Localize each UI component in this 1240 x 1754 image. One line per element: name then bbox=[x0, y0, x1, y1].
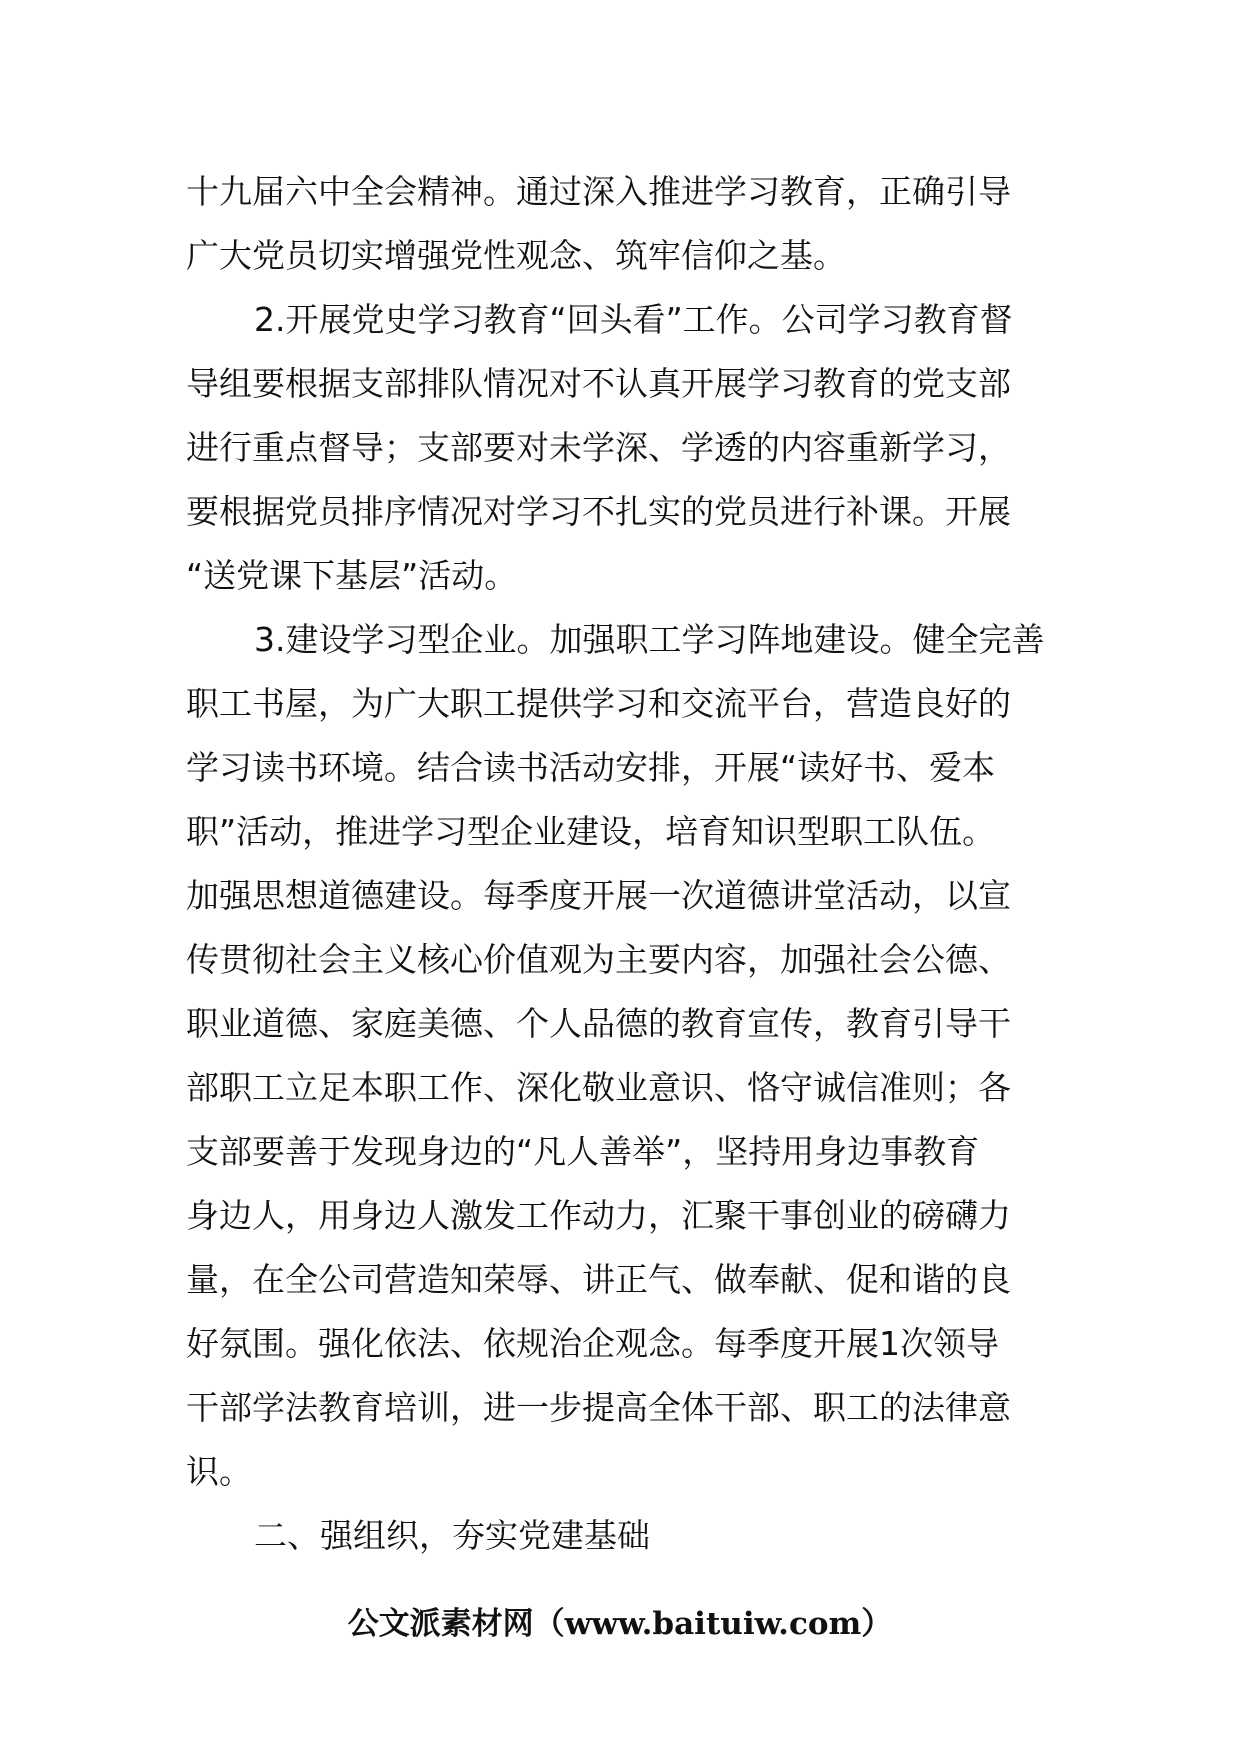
document-body bbox=[186, 160, 1066, 1568]
paragraph-line: 传贯彻社会主义核心价值观为主要内容，加强社会公德、 bbox=[186, 940, 1011, 979]
paragraph-line: 身边人，用身边人激发工作动力，汇聚干事创业的磅礴力 bbox=[186, 1196, 1011, 1235]
paragraph-line: 职工书屋，为广大职工提供学习和交流平台，营造良好的 bbox=[186, 684, 1011, 723]
paragraph-line: 干部学法教育培训，进一步提高全体干部、职工的法律意 bbox=[186, 1388, 1011, 1427]
paragraph-line: 广大党员切实增强党性观念、筑牢信仰之基。 bbox=[186, 236, 846, 275]
paragraph-line: 部职工立足本职工作、深化敬业意识、恪守诚信准则；各 bbox=[186, 1068, 1011, 1107]
paragraph-line: 量，在全公司营造知荣辱、讲正气、做奉献、促和谐的良 bbox=[186, 1260, 1011, 1299]
paragraph-line: 职”活动，推进学习型企业建设，培育知识型职工队伍。 bbox=[186, 812, 996, 851]
paragraph-line: 导组要根据支部排队情况对不认真开展学习教育的党支部 bbox=[186, 364, 1011, 403]
paragraph-line: 学习读书环境。结合读书活动安排，开展“读好书、爱本 bbox=[186, 748, 996, 787]
section-heading: 二、强组织，夯实党建基础 bbox=[254, 1516, 650, 1555]
paragraph-line: 十九届六中全会精神。通过深入推进学习教育，正确引导 bbox=[186, 172, 1011, 211]
paragraph-line: 支部要善于发现身边的“凡人善举”，坚持用身边事教育 bbox=[186, 1132, 980, 1171]
paragraph-line: 职业道德、家庭美德、个人品德的教育宣传，教育引导干 bbox=[186, 1004, 1011, 1043]
footer-watermark: 公文派素材网（www.baituiw.com） bbox=[347, 1606, 893, 1642]
paragraph-line: 要根据党员排序情况对学习不扎实的党员进行补课。开展 bbox=[186, 492, 1011, 531]
paragraph-line: 进行重点督导；支部要对未学深、学透的内容重新学习， bbox=[186, 428, 1011, 467]
paragraph-line: 识。 bbox=[186, 1452, 252, 1491]
paragraph-line: 加强思想道德建设。每季度开展一次道德讲堂活动，以宣 bbox=[186, 876, 1011, 915]
paragraph-line: 2.开展党史学习教育“回头看”工作。公司学习教育督 bbox=[254, 300, 1013, 339]
paragraph-line: 3.建设学习型企业。加强职工学习阵地建设。健全完善 bbox=[254, 620, 1045, 659]
paragraph-line: “送党课下基层”活动。 bbox=[186, 556, 518, 595]
paragraph-line: 好氛围。强化依法、依规治企观念。每季度开展1次领导 bbox=[186, 1324, 999, 1363]
